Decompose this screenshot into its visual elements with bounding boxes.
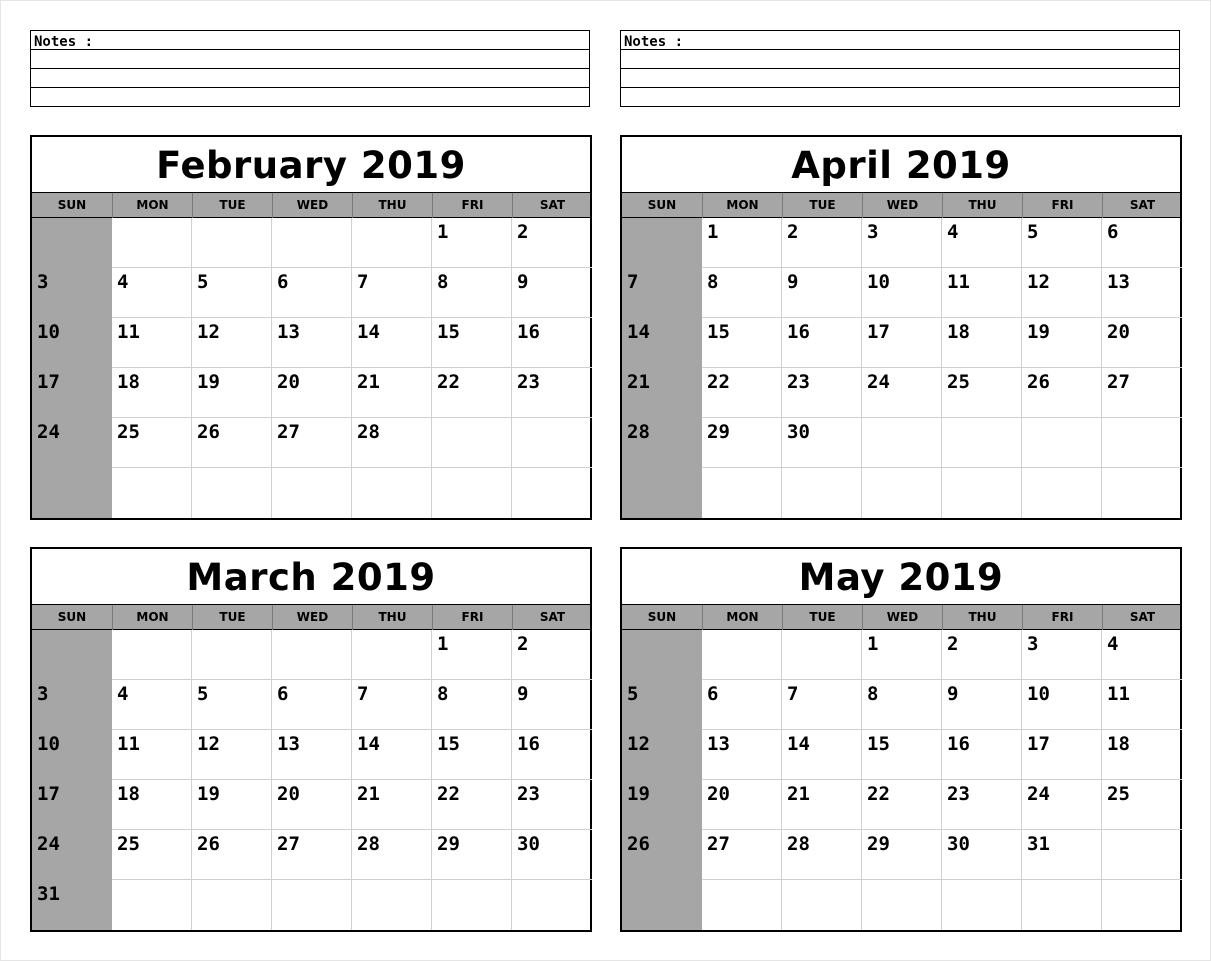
day-cell-23[interactable]: 23 — [512, 780, 592, 830]
day-cell[interactable] — [1022, 418, 1102, 468]
day-cell-30[interactable]: 30 — [512, 830, 592, 880]
day-cell-26[interactable]: 26 — [622, 830, 702, 880]
day-cell-25[interactable]: 25 — [942, 368, 1022, 418]
day-cell-22[interactable]: 22 — [702, 368, 782, 418]
day-cell[interactable] — [862, 880, 942, 930]
day-cell-27[interactable]: 27 — [702, 830, 782, 880]
weekday-label: WED — [272, 193, 352, 218]
day-cell-18[interactable]: 18 — [112, 368, 192, 418]
day-cell-1[interactable]: 1 — [862, 630, 942, 680]
day-cell-3[interactable]: 3 — [32, 268, 112, 318]
notes-label: Notes : — [34, 34, 94, 50]
day-cell-20[interactable]: 20 — [272, 368, 352, 418]
day-cell-1[interactable]: 1 — [702, 218, 782, 268]
day-cell[interactable] — [1102, 830, 1182, 880]
day-cell-15[interactable]: 15 — [432, 318, 512, 368]
day-cell-12[interactable]: 12 — [192, 730, 272, 780]
day-cell-25[interactable]: 25 — [112, 418, 192, 468]
day-cell[interactable] — [622, 468, 702, 518]
day-cell-30[interactable]: 30 — [942, 830, 1022, 880]
day-cell-21[interactable]: 21 — [352, 368, 432, 418]
day-cell-15[interactable]: 15 — [702, 318, 782, 368]
weekday-label: FRI — [1022, 605, 1102, 630]
weekday-label: FRI — [1022, 193, 1102, 218]
day-cell-22[interactable]: 22 — [432, 780, 512, 830]
day-cell[interactable] — [622, 880, 702, 930]
day-cell-3[interactable]: 3 — [1022, 630, 1102, 680]
notes-box-right[interactable] — [620, 30, 1180, 107]
weekday-label: SAT — [1102, 605, 1182, 630]
notes-line[interactable] — [31, 50, 589, 69]
weekday-label: SAT — [512, 605, 592, 630]
day-cell-19[interactable]: 19 — [192, 780, 272, 830]
day-cell-25[interactable]: 25 — [112, 830, 192, 880]
day-cell-19[interactable]: 19 — [192, 368, 272, 418]
notes-line[interactable] — [31, 31, 589, 50]
day-cell[interactable] — [432, 418, 512, 468]
day-cell[interactable] — [272, 630, 352, 680]
day-cell-12[interactable]: 12 — [1022, 268, 1102, 318]
weekday-label: SUN — [57, 610, 87, 624]
day-cell-9[interactable]: 9 — [512, 680, 592, 730]
day-cell-18[interactable]: 18 — [112, 780, 192, 830]
day-cell-27[interactable]: 27 — [272, 418, 352, 468]
calendar-february — [30, 135, 592, 520]
weekday-label: THU — [352, 193, 432, 218]
day-cell-24[interactable]: 24 — [32, 418, 112, 468]
day-cell-5[interactable]: 5 — [1022, 218, 1102, 268]
day-cell[interactable] — [352, 880, 432, 930]
day-cell-24[interactable]: 24 — [1022, 780, 1102, 830]
day-cell[interactable] — [432, 468, 512, 518]
day-cell[interactable] — [782, 630, 862, 680]
day-cell[interactable] — [782, 880, 862, 930]
day-cell-3[interactable]: 3 — [32, 680, 112, 730]
weekday-label: FRI — [432, 193, 512, 218]
day-cell-5[interactable]: 5 — [192, 268, 272, 318]
day-cell-12[interactable]: 12 — [622, 730, 702, 780]
day-cell-17[interactable]: 17 — [32, 368, 112, 418]
day-cell[interactable] — [32, 468, 112, 518]
day-cell-14[interactable]: 14 — [352, 318, 432, 368]
day-cell-7[interactable]: 7 — [352, 268, 432, 318]
weekday-label: TUE — [192, 605, 272, 630]
day-cell[interactable] — [702, 468, 782, 518]
day-cell-3[interactable]: 3 — [862, 218, 942, 268]
day-cell-23[interactable]: 23 — [512, 368, 592, 418]
day-cell-20[interactable]: 20 — [702, 780, 782, 830]
day-cell-4[interactable]: 4 — [112, 268, 192, 318]
notes-box-left[interactable] — [30, 30, 590, 107]
day-cell-22[interactable]: 22 — [432, 368, 512, 418]
days-grid — [622, 218, 1180, 518]
weekday-label: SUN — [647, 198, 677, 212]
calendar-title: April 2019 — [622, 137, 1180, 193]
day-cell-1[interactable]: 1 — [432, 630, 512, 680]
weekday-label: TUE — [782, 605, 862, 630]
day-cell-21[interactable]: 21 — [782, 780, 862, 830]
weekday-header — [622, 193, 1180, 218]
day-cell[interactable] — [32, 630, 112, 680]
day-cell-22[interactable]: 22 — [862, 780, 942, 830]
day-cell-31[interactable]: 31 — [32, 880, 112, 930]
day-cell-13[interactable]: 13 — [272, 730, 352, 780]
weekday-label: SUN — [57, 198, 87, 212]
day-cell-6[interactable]: 6 — [272, 268, 352, 318]
day-cell-28[interactable]: 28 — [352, 418, 432, 468]
weekday-label: TUE — [192, 193, 272, 218]
day-cell-8[interactable]: 8 — [432, 680, 512, 730]
day-cell-18[interactable]: 18 — [1102, 730, 1182, 780]
days-grid — [622, 630, 1180, 930]
day-cell[interactable] — [1022, 880, 1102, 930]
day-cell-6[interactable]: 6 — [272, 680, 352, 730]
calendar-title: March 2019 — [32, 549, 590, 605]
weekday-header — [622, 605, 1180, 630]
weekday-label: SAT — [1102, 193, 1182, 218]
day-cell-14[interactable]: 14 — [622, 318, 702, 368]
day-cell-23[interactable]: 23 — [782, 368, 862, 418]
day-cell-14[interactable]: 14 — [352, 730, 432, 780]
day-cell-4[interactable]: 4 — [112, 680, 192, 730]
calendar-march — [30, 547, 592, 932]
day-cell[interactable] — [512, 418, 592, 468]
day-cell-31[interactable]: 31 — [1022, 830, 1102, 880]
day-cell-9[interactable]: 9 — [942, 680, 1022, 730]
calendar-may — [620, 547, 1182, 932]
day-cell-16[interactable]: 16 — [942, 730, 1022, 780]
day-cell-29[interactable]: 29 — [702, 418, 782, 468]
day-cell-20[interactable]: 20 — [272, 780, 352, 830]
day-cell-16[interactable]: 16 — [782, 318, 862, 368]
day-cell-2[interactable]: 2 — [942, 630, 1022, 680]
day-cell[interactable] — [942, 880, 1022, 930]
day-cell-17[interactable]: 17 — [862, 318, 942, 368]
weekday-header — [32, 605, 590, 630]
day-cell[interactable] — [112, 630, 192, 680]
day-cell-29[interactable]: 29 — [862, 830, 942, 880]
day-cell-19[interactable]: 19 — [622, 780, 702, 830]
day-cell-16[interactable]: 16 — [512, 730, 592, 780]
calendar-title: February 2019 — [32, 137, 590, 193]
day-cell-12[interactable]: 12 — [192, 318, 272, 368]
day-cell-28[interactable]: 28 — [782, 830, 862, 880]
day-cell[interactable] — [352, 218, 432, 268]
day-cell-6[interactable]: 6 — [1102, 218, 1182, 268]
weekday-label: MON — [702, 193, 782, 218]
weekday-label: THU — [942, 605, 1022, 630]
weekday-header — [32, 193, 590, 218]
notes-line[interactable] — [621, 31, 1179, 50]
day-cell[interactable] — [272, 880, 352, 930]
day-cell-21[interactable]: 21 — [352, 780, 432, 830]
day-cell-2[interactable]: 2 — [512, 218, 592, 268]
day-cell[interactable] — [942, 468, 1022, 518]
notes-line[interactable] — [31, 69, 589, 88]
day-cell-24[interactable]: 24 — [862, 368, 942, 418]
weekday-label: MON — [112, 193, 192, 218]
calendar-april — [620, 135, 1182, 520]
day-cell-13[interactable]: 13 — [272, 318, 352, 368]
day-cell-23[interactable]: 23 — [942, 780, 1022, 830]
day-cell-13[interactable]: 13 — [702, 730, 782, 780]
day-cell-11[interactable]: 11 — [112, 730, 192, 780]
day-cell-7[interactable]: 7 — [622, 268, 702, 318]
weekday-label: THU — [942, 193, 1022, 218]
day-cell[interactable] — [862, 418, 942, 468]
day-cell-26[interactable]: 26 — [192, 418, 272, 468]
day-cell-29[interactable]: 29 — [432, 830, 512, 880]
notes-line[interactable] — [621, 69, 1179, 88]
notes-line[interactable] — [31, 88, 589, 106]
day-cell[interactable] — [942, 418, 1022, 468]
day-cell-9[interactable]: 9 — [512, 268, 592, 318]
day-cell-8[interactable]: 8 — [432, 268, 512, 318]
day-cell-11[interactable]: 11 — [112, 318, 192, 368]
day-cell-5[interactable]: 5 — [622, 680, 702, 730]
day-cell[interactable] — [192, 880, 272, 930]
day-cell[interactable] — [702, 880, 782, 930]
day-cell[interactable] — [622, 630, 702, 680]
day-cell[interactable] — [862, 468, 942, 518]
notes-line[interactable] — [621, 50, 1179, 69]
day-cell[interactable] — [782, 468, 862, 518]
day-cell[interactable] — [272, 218, 352, 268]
weekday-label: SAT — [512, 193, 592, 218]
day-cell-2[interactable]: 2 — [782, 218, 862, 268]
day-cell[interactable] — [512, 468, 592, 518]
day-cell[interactable] — [512, 880, 592, 930]
day-cell[interactable] — [112, 880, 192, 930]
day-cell[interactable] — [272, 468, 352, 518]
weekday-label: WED — [272, 605, 352, 630]
weekday-label: MON — [702, 605, 782, 630]
notes-line[interactable] — [621, 88, 1179, 106]
day-cell-10[interactable]: 10 — [32, 318, 112, 368]
day-cell[interactable] — [1022, 468, 1102, 518]
weekday-label: WED — [862, 605, 942, 630]
day-cell-16[interactable]: 16 — [512, 318, 592, 368]
day-cell[interactable] — [192, 630, 272, 680]
day-cell[interactable] — [112, 468, 192, 518]
weekday-label: FRI — [432, 605, 512, 630]
day-cell[interactable] — [432, 880, 512, 930]
day-cell-24[interactable]: 24 — [32, 830, 112, 880]
day-cell-6[interactable]: 6 — [702, 680, 782, 730]
days-grid — [32, 630, 590, 930]
day-cell-8[interactable]: 8 — [862, 680, 942, 730]
day-cell-17[interactable]: 17 — [1022, 730, 1102, 780]
day-cell[interactable] — [32, 218, 112, 268]
weekday-label: TUE — [782, 193, 862, 218]
day-cell-2[interactable]: 2 — [512, 630, 592, 680]
day-cell-11[interactable]: 11 — [942, 268, 1022, 318]
day-cell-26[interactable]: 26 — [1022, 368, 1102, 418]
day-cell-17[interactable]: 17 — [32, 780, 112, 830]
day-cell[interactable] — [1102, 880, 1182, 930]
day-cell-5[interactable]: 5 — [192, 680, 272, 730]
day-cell[interactable] — [352, 630, 432, 680]
day-cell-9[interactable]: 9 — [782, 268, 862, 318]
day-cell-28[interactable]: 28 — [352, 830, 432, 880]
weekday-label: SUN — [647, 610, 677, 624]
calendar-title: May 2019 — [622, 549, 1180, 605]
weekday-label: THU — [352, 605, 432, 630]
day-cell[interactable] — [192, 468, 272, 518]
day-cell-7[interactable]: 7 — [352, 680, 432, 730]
day-cell-7[interactable]: 7 — [782, 680, 862, 730]
day-cell-8[interactable]: 8 — [702, 268, 782, 318]
day-cell-20[interactable]: 20 — [1102, 318, 1182, 368]
day-cell-19[interactable]: 19 — [1022, 318, 1102, 368]
day-cell-14[interactable]: 14 — [782, 730, 862, 780]
day-cell[interactable] — [622, 218, 702, 268]
day-cell-10[interactable]: 10 — [1022, 680, 1102, 730]
day-cell-18[interactable]: 18 — [942, 318, 1022, 368]
day-cell-26[interactable]: 26 — [192, 830, 272, 880]
day-cell-27[interactable]: 27 — [272, 830, 352, 880]
weekday-label: MON — [112, 605, 192, 630]
day-cell-15[interactable]: 15 — [862, 730, 942, 780]
day-cell-4[interactable]: 4 — [942, 218, 1022, 268]
day-cell-28[interactable]: 28 — [622, 418, 702, 468]
day-cell[interactable] — [112, 218, 192, 268]
day-cell-15[interactable]: 15 — [432, 730, 512, 780]
day-cell-27[interactable]: 27 — [1102, 368, 1182, 418]
notes-label: Notes : — [624, 34, 684, 50]
day-cell[interactable] — [352, 468, 432, 518]
weekday-label: WED — [862, 193, 942, 218]
day-cell-25[interactable]: 25 — [1102, 780, 1182, 830]
day-cell-30[interactable]: 30 — [782, 418, 862, 468]
day-cell-10[interactable]: 10 — [862, 268, 942, 318]
day-cell-13[interactable]: 13 — [1102, 268, 1182, 318]
day-cell[interactable] — [702, 630, 782, 680]
day-cell-10[interactable]: 10 — [32, 730, 112, 780]
day-cell-21[interactable]: 21 — [622, 368, 702, 418]
day-cell-1[interactable]: 1 — [432, 218, 512, 268]
day-cell-11[interactable]: 11 — [1102, 680, 1182, 730]
days-grid — [32, 218, 590, 518]
day-cell[interactable] — [1102, 418, 1182, 468]
day-cell-4[interactable]: 4 — [1102, 630, 1182, 680]
day-cell[interactable] — [192, 218, 272, 268]
day-cell[interactable] — [1102, 468, 1182, 518]
